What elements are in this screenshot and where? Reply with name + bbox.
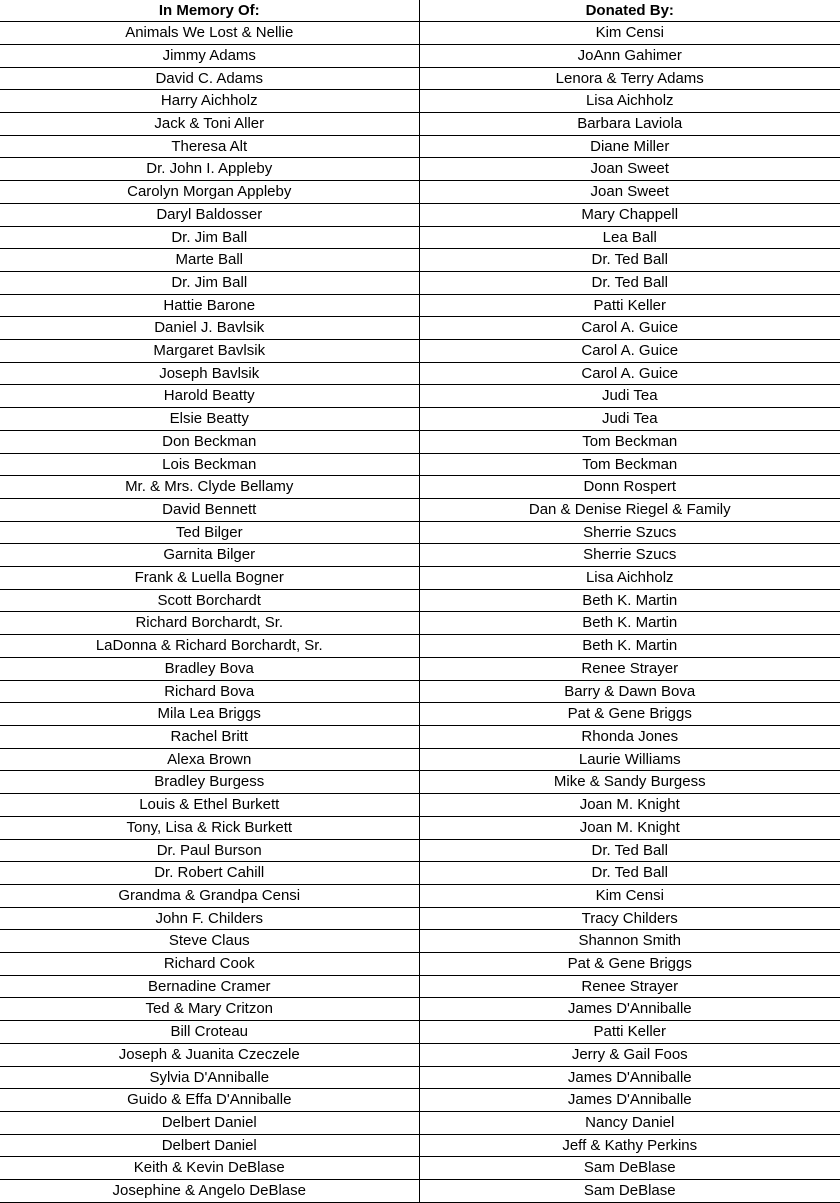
donated-by-cell: JoAnn Gahimer xyxy=(419,44,840,67)
in-memory-of-cell: Lois Beckman xyxy=(0,453,419,476)
in-memory-of-cell: Josephine & Angelo DeBlase xyxy=(0,1180,419,1203)
donated-by-cell: Sam DeBlase xyxy=(419,1157,840,1180)
table-row xyxy=(0,90,840,113)
table-row xyxy=(0,953,840,976)
table-row xyxy=(0,589,840,612)
donated-by-cell: Dr. Ted Ball xyxy=(419,271,840,294)
table-row xyxy=(0,884,840,907)
donated-by-cell: Judi Tea xyxy=(419,408,840,431)
table-row xyxy=(0,748,840,771)
in-memory-of-cell: David C. Adams xyxy=(0,67,419,90)
in-memory-of-cell: Don Beckman xyxy=(0,430,419,453)
donated-by-cell: Renee Strayer xyxy=(419,975,840,998)
table-row xyxy=(0,362,840,385)
in-memory-of-cell: Dr. Jim Ball xyxy=(0,226,419,249)
donated-by-cell: Patti Keller xyxy=(419,1021,840,1044)
table-row xyxy=(0,113,840,136)
table-row xyxy=(0,907,840,930)
table-row xyxy=(0,998,840,1021)
in-memory-of-cell: Harry Aichholz xyxy=(0,90,419,113)
donated-by-cell: Dan & Denise Riegel & Family xyxy=(419,498,840,521)
table-row xyxy=(0,771,840,794)
in-memory-of-cell: LaDonna & Richard Borchardt, Sr. xyxy=(0,635,419,658)
donated-by-cell: Dr. Ted Ball xyxy=(419,862,840,885)
in-memory-of-cell: Theresa Alt xyxy=(0,135,419,158)
table-row xyxy=(0,181,840,204)
in-memory-of-cell: Harold Beatty xyxy=(0,385,419,408)
donated-by-cell: Carol A. Guice xyxy=(419,317,840,340)
donated-by-cell: Tom Beckman xyxy=(419,430,840,453)
table-row xyxy=(0,612,840,635)
donated-by-cell: Beth K. Martin xyxy=(419,612,840,635)
in-memory-of-cell: Bernadine Cramer xyxy=(0,975,419,998)
donated-by-cell: Joan M. Knight xyxy=(419,794,840,817)
donated-by-cell: Pat & Gene Briggs xyxy=(419,703,840,726)
in-memory-of-cell: Bill Croteau xyxy=(0,1021,419,1044)
table-row xyxy=(0,1134,840,1157)
donated-by-cell: Tom Beckman xyxy=(419,453,840,476)
in-memory-of-cell: Ted & Mary Critzon xyxy=(0,998,419,1021)
table-row xyxy=(0,703,840,726)
header-in-memory-of: In Memory Of: xyxy=(0,0,419,22)
in-memory-of-cell: Mila Lea Briggs xyxy=(0,703,419,726)
table-row xyxy=(0,1021,840,1044)
in-memory-of-cell: Richard Bova xyxy=(0,680,419,703)
donated-by-cell: Kim Censi xyxy=(419,22,840,45)
donated-by-cell: Sam DeBlase xyxy=(419,1180,840,1203)
donated-by-cell: Lisa Aichholz xyxy=(419,567,840,590)
donated-by-cell: Patti Keller xyxy=(419,294,840,317)
donated-by-cell: Beth K. Martin xyxy=(419,635,840,658)
donated-by-cell: Renee Strayer xyxy=(419,657,840,680)
table-row xyxy=(0,340,840,363)
in-memory-of-cell: Guido & Effa D'Anniballe xyxy=(0,1089,419,1112)
table-row xyxy=(0,544,840,567)
donated-by-cell: Diane Miller xyxy=(419,135,840,158)
in-memory-of-cell: Daniel J. Bavlsik xyxy=(0,317,419,340)
donated-by-cell: Jerry & Gail Foos xyxy=(419,1043,840,1066)
in-memory-of-cell: Jimmy Adams xyxy=(0,44,419,67)
donated-by-cell: Lisa Aichholz xyxy=(419,90,840,113)
table-row xyxy=(0,271,840,294)
in-memory-of-cell: Bradley Burgess xyxy=(0,771,419,794)
in-memory-of-cell: Margaret Bavlsik xyxy=(0,340,419,363)
donated-by-cell: Nancy Daniel xyxy=(419,1111,840,1134)
in-memory-of-cell: Steve Claus xyxy=(0,930,419,953)
donated-by-cell: Barry & Dawn Bova xyxy=(419,680,840,703)
in-memory-of-cell: Ted Bilger xyxy=(0,521,419,544)
table-row xyxy=(0,1180,840,1203)
table-row xyxy=(0,203,840,226)
in-memory-of-cell: Marte Ball xyxy=(0,249,419,272)
donated-by-cell: Joan Sweet xyxy=(419,158,840,181)
table-row xyxy=(0,498,840,521)
table-row xyxy=(0,1043,840,1066)
in-memory-of-cell: Sylvia D'Anniballe xyxy=(0,1066,419,1089)
donated-by-cell: Joan M. Knight xyxy=(419,816,840,839)
donated-by-cell: James D'Anniballe xyxy=(419,1089,840,1112)
donated-by-cell: Carol A. Guice xyxy=(419,362,840,385)
in-memory-of-cell: Rachel Britt xyxy=(0,726,419,749)
in-memory-of-cell: Dr. Paul Burson xyxy=(0,839,419,862)
donated-by-cell: Rhonda Jones xyxy=(419,726,840,749)
table-row xyxy=(0,294,840,317)
in-memory-of-cell: Elsie Beatty xyxy=(0,408,419,431)
table-row xyxy=(0,930,840,953)
donated-by-cell: Jeff & Kathy Perkins xyxy=(419,1134,840,1157)
table-row xyxy=(0,226,840,249)
donated-by-cell: Pat & Gene Briggs xyxy=(419,953,840,976)
donated-by-cell: Dr. Ted Ball xyxy=(419,249,840,272)
table-row xyxy=(0,1111,840,1134)
in-memory-of-cell: Keith & Kevin DeBlase xyxy=(0,1157,419,1180)
table-row xyxy=(0,249,840,272)
table-row xyxy=(0,476,840,499)
in-memory-of-cell: Jack & Toni Aller xyxy=(0,113,419,136)
donated-by-cell: Sherrie Szucs xyxy=(419,544,840,567)
table-row xyxy=(0,680,840,703)
table-row xyxy=(0,567,840,590)
table-row xyxy=(0,839,840,862)
in-memory-of-cell: Joseph & Juanita Czeczele xyxy=(0,1043,419,1066)
table-row xyxy=(0,1066,840,1089)
table-row xyxy=(0,657,840,680)
donated-by-cell: Sherrie Szucs xyxy=(419,521,840,544)
donated-by-cell: Donn Rospert xyxy=(419,476,840,499)
donated-by-cell: Judi Tea xyxy=(419,385,840,408)
table-row xyxy=(0,975,840,998)
table-row xyxy=(0,408,840,431)
table-row xyxy=(0,135,840,158)
in-memory-of-cell: Joseph Bavlsik xyxy=(0,362,419,385)
in-memory-of-cell: Daryl Baldosser xyxy=(0,203,419,226)
donated-by-cell: Kim Censi xyxy=(419,884,840,907)
donated-by-cell: Tracy Childers xyxy=(419,907,840,930)
in-memory-of-cell: Richard Borchardt, Sr. xyxy=(0,612,419,635)
in-memory-of-cell: Animals We Lost & Nellie xyxy=(0,22,419,45)
table-row xyxy=(0,67,840,90)
table-row xyxy=(0,385,840,408)
in-memory-of-cell: Frank & Luella Bogner xyxy=(0,567,419,590)
in-memory-of-cell: John F. Childers xyxy=(0,907,419,930)
in-memory-of-cell: Carolyn Morgan Appleby xyxy=(0,181,419,204)
in-memory-of-cell: Dr. Robert Cahill xyxy=(0,862,419,885)
in-memory-of-cell: Dr. John I. Appleby xyxy=(0,158,419,181)
table-row xyxy=(0,794,840,817)
header-donated-by: Donated By: xyxy=(419,0,840,22)
in-memory-of-cell: Delbert Daniel xyxy=(0,1134,419,1157)
table-body xyxy=(0,22,840,1203)
in-memory-of-cell: Mr. & Mrs. Clyde Bellamy xyxy=(0,476,419,499)
in-memory-of-cell: Richard Cook xyxy=(0,953,419,976)
donated-by-cell: Beth K. Martin xyxy=(419,589,840,612)
table-row xyxy=(0,453,840,476)
donated-by-cell: Lea Ball xyxy=(419,226,840,249)
table-row xyxy=(0,521,840,544)
table-row xyxy=(0,1089,840,1112)
donated-by-cell: Shannon Smith xyxy=(419,930,840,953)
in-memory-of-cell: Delbert Daniel xyxy=(0,1111,419,1134)
in-memory-of-cell: David Bennett xyxy=(0,498,419,521)
donated-by-cell: Dr. Ted Ball xyxy=(419,839,840,862)
donated-by-cell: Joan Sweet xyxy=(419,181,840,204)
table-row xyxy=(0,726,840,749)
table-header xyxy=(0,0,840,22)
in-memory-of-cell: Grandma & Grandpa Censi xyxy=(0,884,419,907)
in-memory-of-cell: Louis & Ethel Burkett xyxy=(0,794,419,817)
donated-by-cell: Mike & Sandy Burgess xyxy=(419,771,840,794)
in-memory-of-cell: Tony, Lisa & Rick Burkett xyxy=(0,816,419,839)
table-row xyxy=(0,862,840,885)
table-row xyxy=(0,816,840,839)
table-row xyxy=(0,317,840,340)
table-row xyxy=(0,1157,840,1180)
donated-by-cell: Carol A. Guice xyxy=(419,340,840,363)
in-memory-of-cell: Scott Borchardt xyxy=(0,589,419,612)
in-memory-of-cell: Bradley Bova xyxy=(0,657,419,680)
table-row xyxy=(0,44,840,67)
table-row xyxy=(0,158,840,181)
donated-by-cell: Mary Chappell xyxy=(419,203,840,226)
table-row xyxy=(0,635,840,658)
donated-by-cell: James D'Anniballe xyxy=(419,998,840,1021)
donated-by-cell: Barbara Laviola xyxy=(419,113,840,136)
in-memory-of-cell: Garnita Bilger xyxy=(0,544,419,567)
in-memory-of-cell: Hattie Barone xyxy=(0,294,419,317)
in-memory-of-cell: Alexa Brown xyxy=(0,748,419,771)
donated-by-cell: James D'Anniballe xyxy=(419,1066,840,1089)
donated-by-cell: Lenora & Terry Adams xyxy=(419,67,840,90)
header-row xyxy=(0,0,840,22)
donated-by-cell: Laurie Williams xyxy=(419,748,840,771)
table-row xyxy=(0,430,840,453)
table-row xyxy=(0,22,840,45)
in-memory-of-cell: Dr. Jim Ball xyxy=(0,271,419,294)
